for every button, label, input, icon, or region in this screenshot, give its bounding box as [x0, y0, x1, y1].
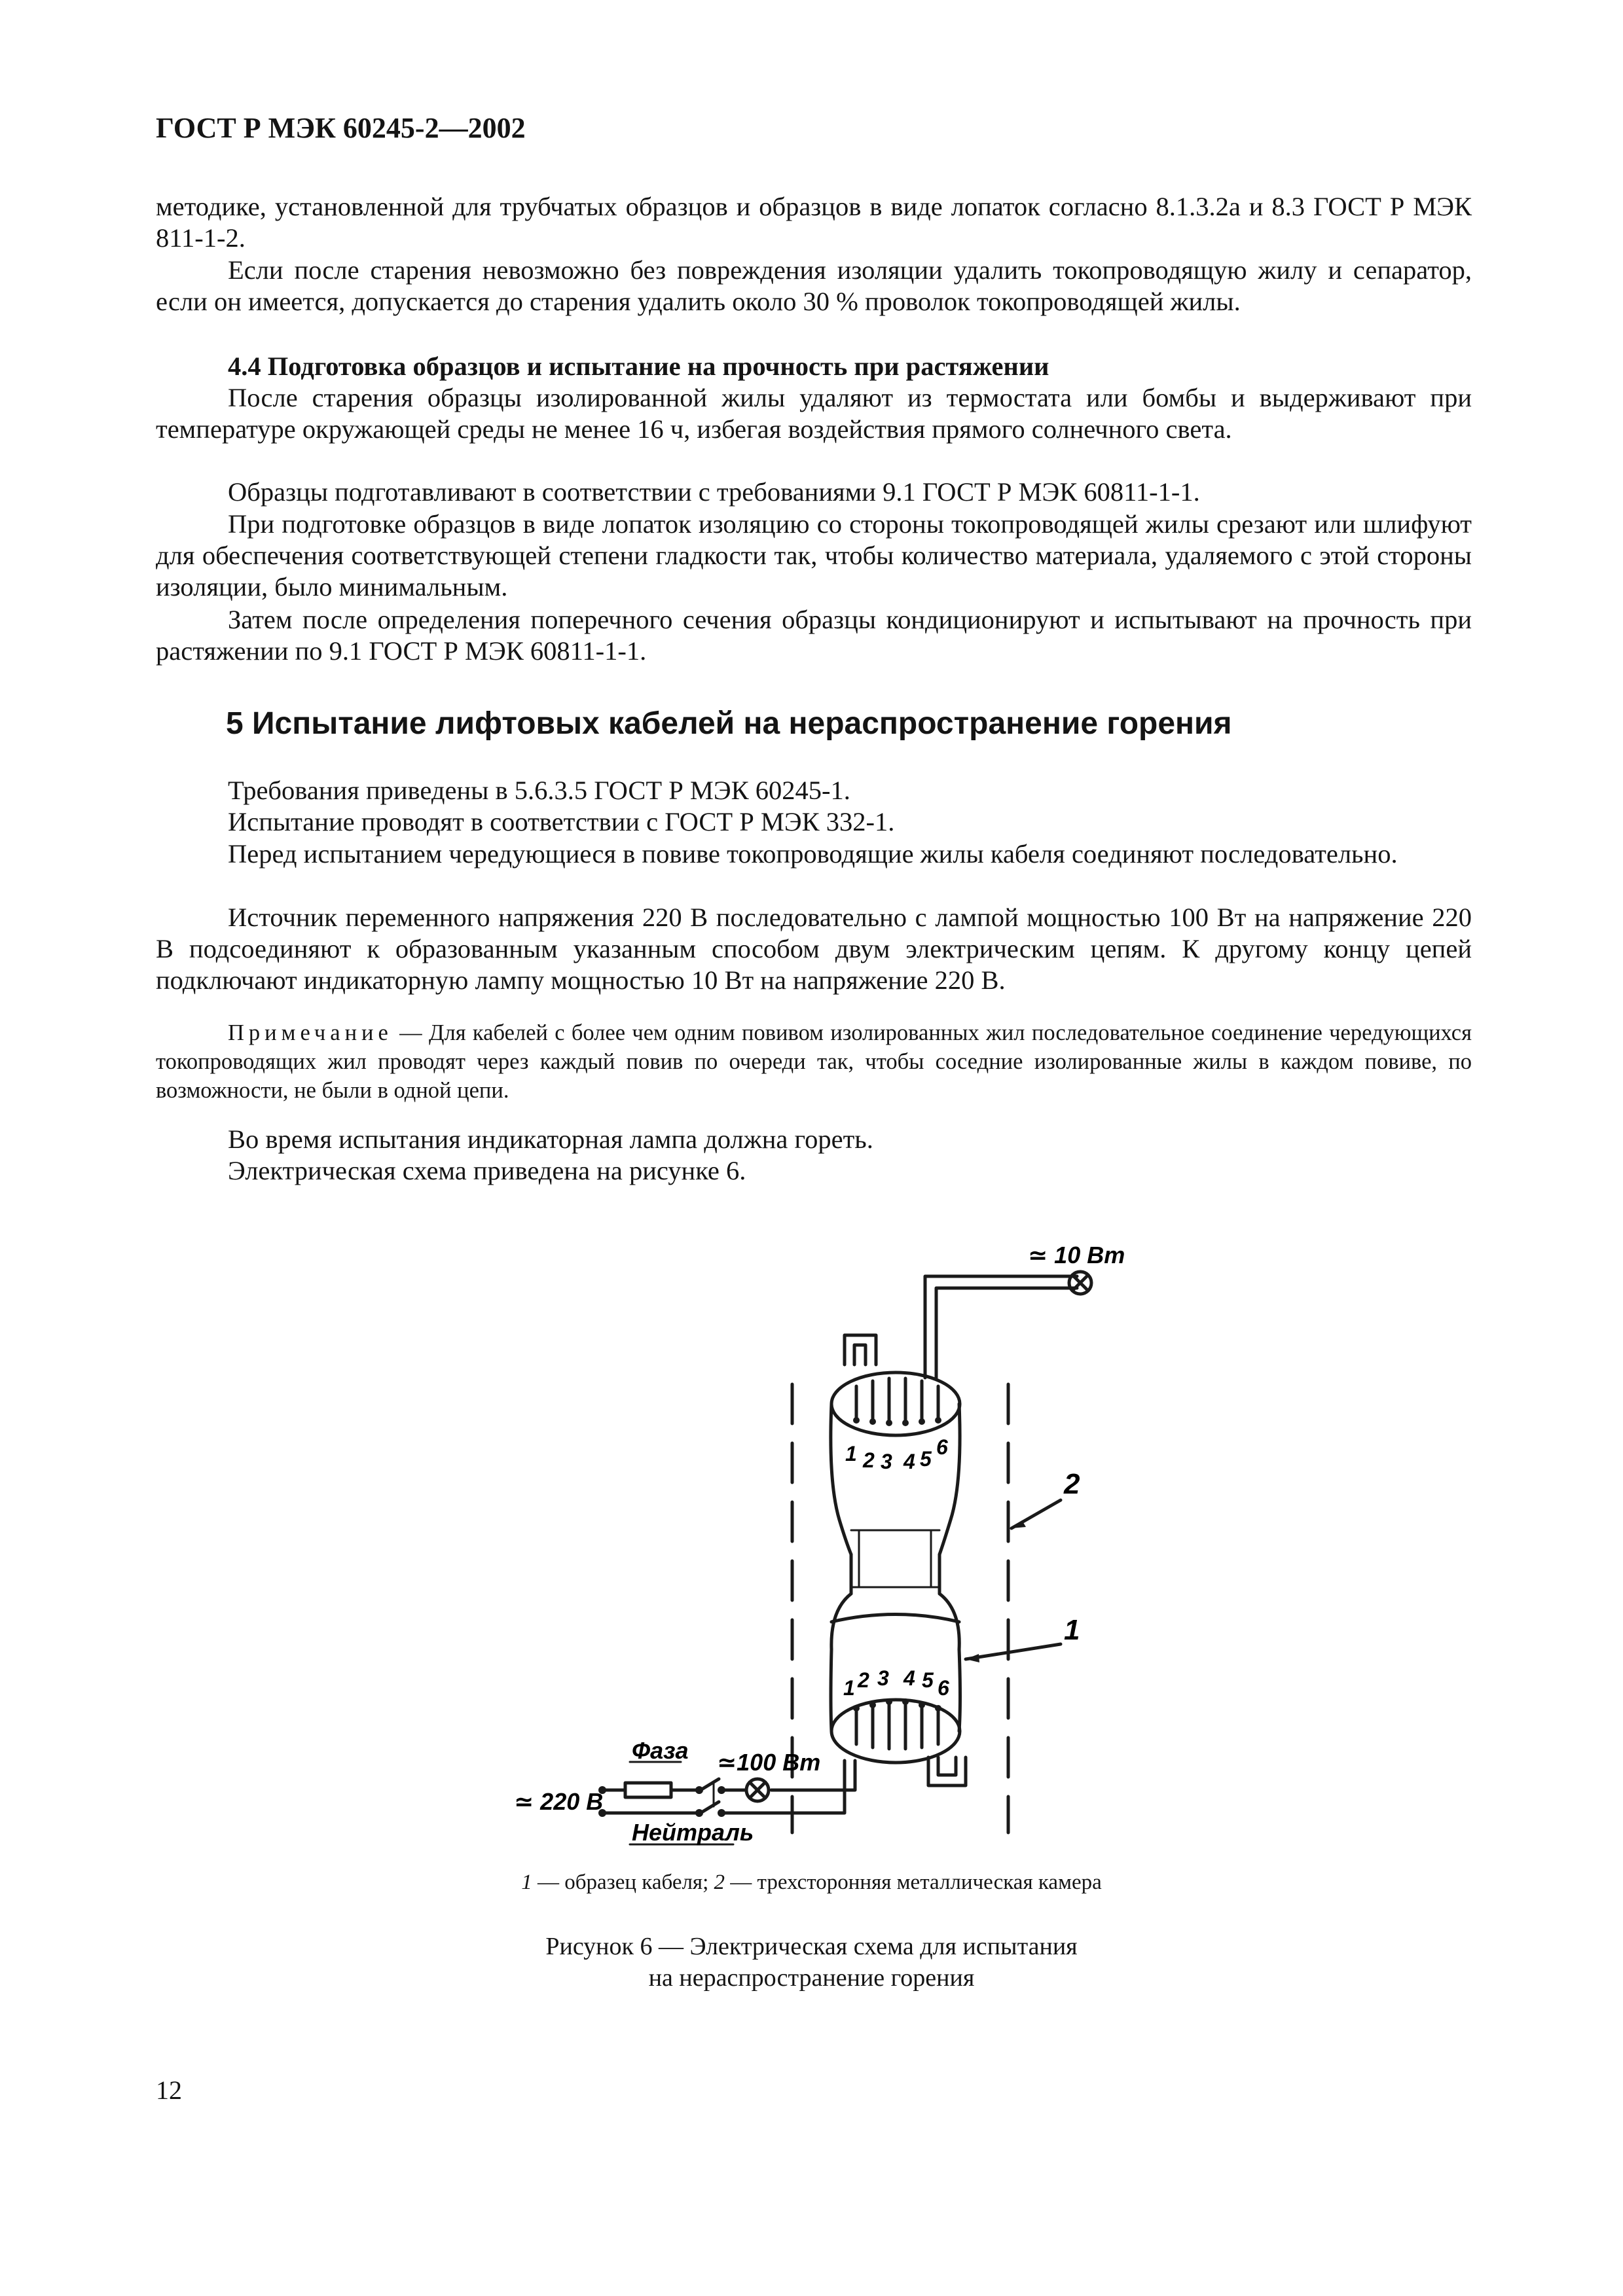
note-text: — Для кабелей с более чем одним повивом изолированных жил последовательное соединение чередующихся токопроводящих жил проводят через каждый повив по очереди так, чтобы соседние изолированные жилы в каждом повиве, по возможности, не были в одной цепи.	[156, 1020, 1472, 1103]
fuse	[625, 1783, 671, 1797]
paragraph: Испытание проводят в соответствии с ГОСТ Р МЭК 332-1.	[228, 807, 895, 836]
page-header: ГОСТ Р МЭК 60245-2—2002	[156, 112, 526, 144]
figure-caption	[0, 1931, 1623, 1994]
section-title: 5 Испытание лифтовых кабелей на нераспространение горения	[226, 706, 1232, 741]
cable-top-end	[831, 1372, 960, 1435]
conductor-number: 2	[858, 1668, 869, 1692]
paragraph: После старения образцы изолированной жилы удаляют из термостата или бомбы и выдерживают при температуре окружающей среды не менее 16 ч, избегая воздействия прямого солнечного света.	[156, 383, 1472, 444]
lamp-top-label: ≃ 10 Вт	[1028, 1242, 1125, 1268]
paragraph: Затем после определения поперечного сечения образцы кондиционируют и испытывают на прочность при растяжении по 9.1 ГОСТ Р МЭК 60811-1-1.	[156, 605, 1472, 666]
conductor-number: 5	[922, 1668, 934, 1692]
paragraph: Требования приведены в 5.6.3.5 ГОСТ Р МЭК 60245-1.	[228, 776, 850, 805]
conductor-number: 6	[936, 1435, 948, 1459]
ref-2-label: 2	[1064, 1468, 1080, 1500]
conductor-number: 4	[903, 1450, 915, 1473]
conductor-number: 1	[843, 1676, 855, 1700]
paragraph: Во время испытания индикаторная лампа должна гореть.	[228, 1124, 873, 1154]
page-number: 12	[156, 2075, 182, 2105]
conductor-number: 6	[938, 1676, 949, 1700]
conductor-number: 5	[920, 1447, 932, 1471]
conductor-number: 2	[863, 1448, 875, 1472]
voltage-label: ≃ 220 В	[514, 1788, 604, 1815]
paragraph: Образцы подготавливают в соответствии с требованиями 9.1 ГОСТ Р МЭК 60811-1-1.	[228, 477, 1200, 507]
ref-1-label: 1	[1064, 1614, 1080, 1646]
lamp-bottom-label: ≃100 Вт	[717, 1749, 821, 1776]
paragraph: Источник переменного напряжения 220 В последовательно с лампой мощностью 100 Вт на напряжение 220 В подсоединяют к образованным указанным способом двум электрическим цепям. К другому концу цепей подключают индикаторную лампу мощностью 10 Вт на напряжение 220 В.	[156, 903, 1472, 995]
paragraph: При подготовке образцов в виде лопаток изоляцию со стороны токопроводящей жилы срезают или шлифуют для обеспечения соответствующей степени гладкости так, чтобы количество материала, удаляемого с этой стороны изоляции, было минимальным.	[156, 509, 1472, 601]
phase-label: Фаза	[632, 1737, 689, 1764]
paragraph: Перед испытанием чередующиеся в повиве токопроводящие жилы кабеля соединяют последовательно.	[228, 839, 1398, 869]
switch-neutral	[701, 1802, 719, 1813]
conductor-number: 3	[877, 1666, 889, 1690]
figure-legend: 1 — образец кабеля; 2 — трехсторонняя металлическая камера	[521, 1871, 1102, 1894]
caption-line: на нераспространение горения	[648, 1964, 975, 1992]
paragraph: Если после старения невозможно без повреждения изоляции удалить токопроводящую жилу и сепаратор, если он имеется, допускается до старения удалить около 30 % проволок токопроводящей жилы.	[156, 255, 1472, 316]
paragraph: методике, установленной для трубчатых образцов и образцов в виде лопаток согласно 8.1.3.2а и 8.3 ГОСТ Р МЭК 811-1-2.	[156, 192, 1472, 253]
caption-line: Рисунок 6 — Электрическая схема для испытания	[545, 1933, 1078, 1960]
paragraph: Электрическая схема приведена на рисунке 6.	[228, 1156, 746, 1185]
conductor-number: 3	[881, 1450, 892, 1473]
switch-phase	[701, 1779, 719, 1790]
neutral-label: Нейтраль	[632, 1819, 754, 1846]
note-label: Примечание	[228, 1020, 393, 1045]
conductor-number: 4	[903, 1666, 915, 1690]
conductor-number: 1	[845, 1442, 857, 1465]
subsection-title: 4.4 Подготовка образцов и испытание на прочность при растяжении	[228, 351, 1049, 381]
